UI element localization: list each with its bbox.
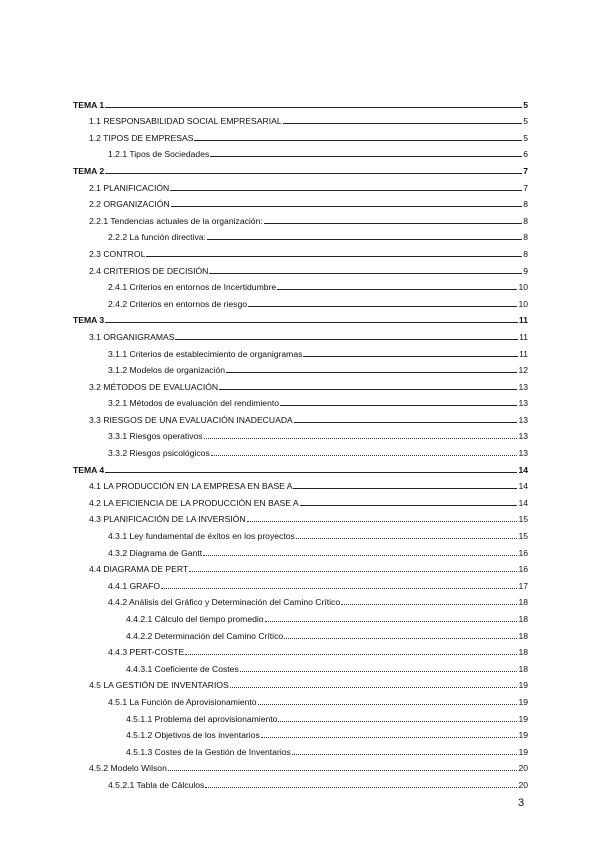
toc-entry[interactable]: [73, 707, 528, 724]
toc-entry-page: 18: [518, 630, 528, 641]
toc-leader: [303, 356, 518, 357]
toc-entry-title: 2.4.1 Criterios en entornos de Incertidumbre: [108, 282, 277, 293]
toc-leader: [292, 754, 518, 755]
toc-entry[interactable]: [73, 143, 528, 160]
toc-leader: [175, 339, 518, 340]
toc-entry[interactable]: [73, 176, 528, 193]
toc-entry[interactable]: [73, 193, 528, 210]
toc-leader: [171, 206, 523, 207]
toc-entry-page: 18: [518, 663, 528, 674]
toc-entry[interactable]: [73, 392, 528, 409]
toc-entry[interactable]: [73, 591, 528, 608]
toc-entry[interactable]: [73, 508, 528, 525]
toc-entry-page: 11: [519, 348, 528, 359]
toc-leader: [209, 273, 522, 274]
toc-leader: [168, 770, 518, 771]
toc-leader: [105, 107, 522, 108]
toc-entry[interactable]: [73, 375, 528, 392]
toc-leader: [205, 787, 517, 788]
toc-entry-page: 13: [518, 431, 528, 442]
toc-entry-title: 3.3.2 Riesgos psicológicos: [108, 448, 210, 459]
toc-entry-title: 3.1.2 Modelos de organización: [108, 365, 226, 376]
toc-entry[interactable]: [73, 724, 528, 741]
toc-leader: [264, 223, 522, 224]
toc-entry-title: 2.2 ORGANIZACIÓN: [89, 199, 170, 210]
toc-entry-page: 13: [518, 381, 528, 392]
toc-leader: [248, 306, 517, 307]
toc-leader: [296, 538, 518, 539]
toc-leader: [265, 621, 518, 622]
toc-entry[interactable]: [73, 309, 528, 326]
toc-entry-title: 4.4.1 GRAFO: [108, 580, 161, 591]
toc-entry[interactable]: [73, 110, 528, 127]
toc-entry[interactable]: [73, 574, 528, 591]
toc-entry-title: 4.4.3.1 Coeficiente de Costes: [126, 663, 239, 674]
toc-entry-title: 4.4 DIAGRAMA DE PERT: [89, 564, 189, 575]
toc-entry-title: 2.1 PLANIFICACIÓN: [89, 182, 170, 193]
toc-entry-page: 8: [523, 248, 528, 259]
toc-entry-page: 9: [523, 265, 528, 276]
toc-entry-page: 10: [518, 298, 528, 309]
toc-leader: [211, 455, 518, 456]
toc-leader: [261, 737, 518, 738]
toc-leader: [207, 239, 522, 240]
toc-entry[interactable]: [73, 541, 528, 558]
toc-entry-title: TEMA 2: [73, 165, 105, 176]
toc-entry-title: 2.2.1 Tendencias actuales de la organización:: [89, 215, 263, 226]
toc-entry-page: 10: [518, 282, 528, 293]
toc-entry[interactable]: [73, 292, 528, 309]
toc-entry-title: 4.4.2.1 Cálculo del tiempo promedio: [126, 614, 264, 624]
toc-entry-page: 20: [518, 763, 528, 774]
toc-entry-title: 4.5.1.1 Problema del aprovisionamiento: [126, 713, 278, 724]
toc-entry-page: 12: [518, 365, 528, 376]
toc-entry-title: 3.1 ORGANIGRAMAS: [89, 331, 175, 342]
toc-entry-title: TEMA 3: [73, 315, 105, 326]
toc-entry[interactable]: [73, 126, 528, 143]
toc-entry[interactable]: [73, 359, 528, 376]
toc-entry-page: 18: [518, 647, 528, 658]
toc-entry-page: 16: [518, 564, 528, 575]
toc-entry[interactable]: [73, 259, 528, 276]
toc-entry-page: 5: [523, 132, 528, 143]
toc-entry-page: 15: [518, 514, 528, 525]
toc-entry-title: 4.3.2 Diagrama de Gantt: [108, 547, 203, 558]
toc-entry-page: 13: [518, 414, 528, 425]
toc-leader: [284, 638, 517, 639]
toc-leader: [226, 372, 517, 373]
toc-entry[interactable]: [73, 408, 528, 425]
toc-entry-title: 4.3.1 Ley fundamental de éxitos en los proyectos: [108, 531, 295, 542]
toc-leader: [105, 472, 517, 473]
toc-entry-page: 8: [523, 215, 528, 226]
toc-leader: [300, 505, 518, 506]
toc-entry[interactable]: [73, 558, 528, 575]
toc-entry-title: 4.3 PLANIFICACIÓN DE LA INVERSIÓN: [89, 514, 246, 525]
toc-entry[interactable]: [73, 458, 528, 475]
toc-entry-title: 2.3 CONTROL: [89, 248, 146, 259]
toc-entry-title: 3.3.1 Riesgos operativos: [108, 431, 203, 442]
toc-entry[interactable]: [73, 757, 528, 774]
toc-leader: [161, 588, 517, 589]
toc-entry-title: 1.2.1 Tipos de Sociedades: [108, 149, 210, 160]
toc-entry-title: 4.5.2 Modelo Wilson: [89, 763, 167, 774]
toc-entry-page: 18: [518, 614, 528, 624]
toc-entry-page: 8: [523, 199, 528, 210]
toc-leader: [219, 389, 517, 390]
toc-entry-title: 4.5.1 La Función de Aprovisionamiento: [108, 696, 257, 707]
toc-entry[interactable]: [73, 159, 528, 176]
toc-entry-title: 4.5.2.1 Tabla de Cálculos: [108, 779, 205, 790]
toc-entry[interactable]: [73, 641, 528, 658]
toc-leader: [204, 438, 518, 439]
toc-leader: [146, 256, 522, 257]
toc-entry-title: 1.1 RESPONSABILIDAD SOCIAL EMPRESARIAL: [89, 116, 282, 127]
toc-leader: [247, 521, 518, 522]
toc-entry-page: 19: [518, 730, 528, 741]
toc-entry-title: 4.2 LA EFICIENCIA DE LA PRODUCCIÓN EN BASE A: [89, 497, 299, 508]
toc-leader: [105, 173, 522, 174]
toc-entry[interactable]: [73, 242, 528, 259]
toc-entry-title: TEMA 1: [73, 99, 105, 110]
toc-entry[interactable]: [73, 773, 528, 790]
toc-entry-title: 2.4.2 Criterios en entornos de riesgo: [108, 298, 248, 309]
toc-entry[interactable]: [73, 690, 528, 707]
toc-leader: [341, 604, 517, 605]
toc-entry-title: 4.5.1.2 Objetivos de los inventarios: [126, 730, 260, 741]
toc-entry-page: 17: [518, 580, 528, 591]
toc-entry[interactable]: [73, 425, 528, 442]
toc-entry[interactable]: [73, 342, 528, 359]
toc-entry-title: 4.4.2.2 Determinación del Camino Crítico: [126, 630, 284, 641]
toc-leader: [189, 571, 517, 572]
toc-entry[interactable]: [73, 475, 528, 492]
toc-leader: [277, 289, 517, 290]
toc-entry-page: 5: [523, 116, 528, 127]
toc-entry-title: 3.2 MÉTODOS DE EVALUACIÓN: [89, 381, 219, 392]
toc-entry-page: 13: [518, 448, 528, 459]
toc-entry-page: 19: [518, 746, 528, 757]
toc-entry[interactable]: [73, 624, 528, 641]
toc-entry-title: 4.1 LA PRODUCCIÓN EN LA EMPRESA EN BASE A: [89, 481, 293, 492]
toc-entry[interactable]: [73, 607, 528, 624]
toc-entry-page: 19: [518, 680, 528, 691]
toc-leader: [294, 422, 518, 423]
toc-entry-page: 18: [518, 597, 528, 608]
toc-entry-page: 20: [518, 779, 528, 790]
toc-entry-page: 19: [518, 713, 528, 724]
toc-entry-page: 11: [518, 315, 528, 326]
toc-entry-title: 4.4.2 Análisis del Gráfico y Determinación del Camino Crítico: [108, 597, 341, 608]
toc-entry[interactable]: [73, 740, 528, 757]
toc-entry-title: 3.2.1 Métodos de evaluación del rendimiento: [108, 398, 280, 409]
toc-entry[interactable]: [73, 491, 528, 508]
toc-entry-title: 4.5.1.3 Costes de la Gestión de Inventarios: [126, 746, 291, 757]
toc-leader: [230, 687, 518, 688]
toc-entry-page: 14: [518, 481, 528, 492]
toc-entry-title: 3.1.1 Criterios de establecimiento de organigramas: [108, 348, 303, 359]
toc-entry[interactable]: [73, 209, 528, 226]
toc-entry[interactable]: [73, 441, 528, 458]
toc-entry-title: 3.3 RIESGOS DE UNA EVALUACIÓN INADECUADA: [89, 414, 293, 425]
toc-leader: [258, 704, 518, 705]
toc-entry-title: 4.4.3 PERT-COSTE: [108, 647, 185, 658]
toc-entry-page: 7: [523, 182, 528, 193]
toc-entry-page: 19: [518, 696, 528, 707]
toc-entry-page: 13: [518, 398, 528, 409]
toc-entry-page: 16: [518, 547, 528, 558]
toc-entry-page: 7: [523, 165, 528, 176]
toc-entry-page: 14: [518, 497, 528, 508]
toc-leader: [194, 140, 522, 141]
toc-entry[interactable]: [73, 93, 528, 110]
toc-leader: [170, 190, 522, 191]
toc-leader: [203, 555, 517, 556]
toc-entry[interactable]: [73, 276, 528, 293]
toc-leader: [278, 721, 517, 722]
table-of-contents: [73, 93, 528, 790]
toc-entry-page: 8: [523, 232, 528, 243]
toc-entry-page: 15: [518, 531, 528, 542]
toc-entry[interactable]: [73, 524, 528, 541]
toc-entry-title: 1.2 TIPOS DE EMPRESAS: [89, 132, 194, 143]
toc-entry-title: TEMA 4: [73, 464, 105, 475]
toc-leader: [280, 405, 517, 406]
toc-leader: [240, 671, 518, 672]
toc-entry-page: 5: [523, 99, 528, 110]
toc-leader: [283, 123, 523, 124]
toc-entry[interactable]: [73, 325, 528, 342]
toc-entry-title: 2.2.2 La función directiva:: [108, 232, 206, 243]
toc-entry[interactable]: [73, 657, 528, 674]
toc-entry-title: 2.4 CRITERIOS DE DECISIÓN: [89, 265, 209, 276]
toc-leader: [185, 654, 517, 655]
toc-entry-page: 6: [523, 149, 528, 160]
toc-leader: [293, 488, 517, 489]
toc-entry-page: 14: [518, 464, 528, 475]
toc-entry[interactable]: [73, 674, 528, 691]
toc-entry-title: 4.5 LA GESTIÓN DE INVENTARIOS: [89, 680, 229, 691]
toc-entry[interactable]: [73, 226, 528, 243]
toc-entry-page: 11: [519, 331, 528, 342]
page-number: 3: [518, 797, 525, 809]
toc-leader: [105, 322, 518, 323]
toc-leader: [210, 156, 522, 157]
